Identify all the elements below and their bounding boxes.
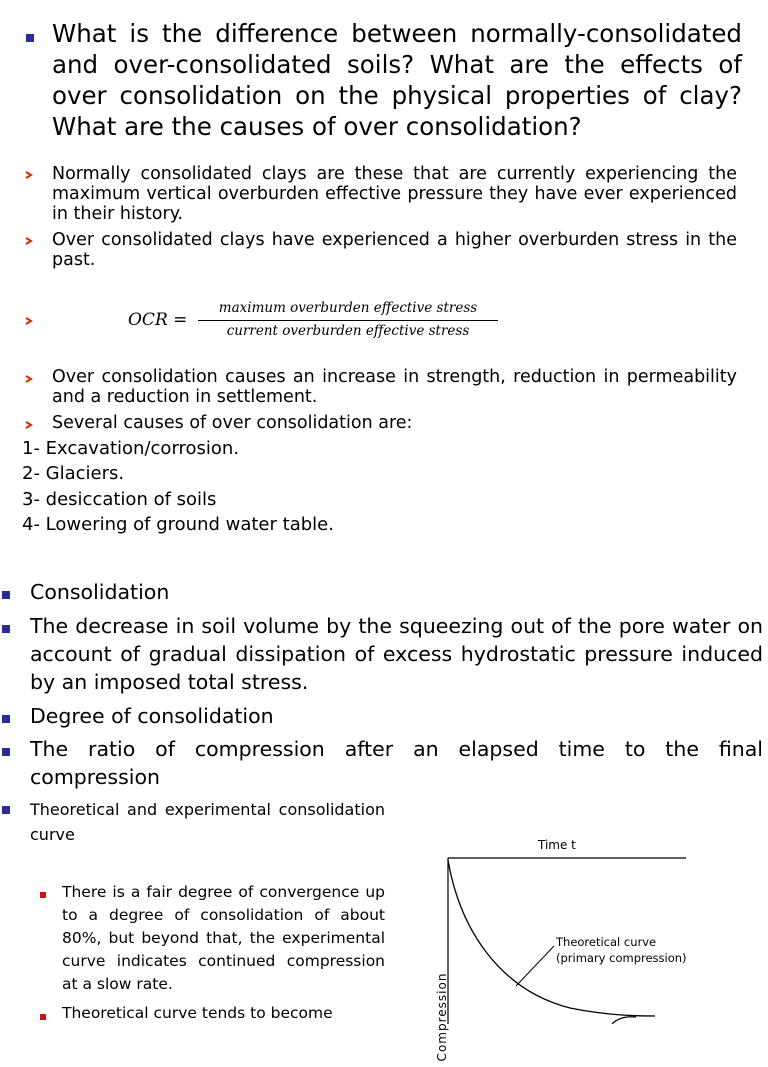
title-bullet bbox=[26, 34, 34, 42]
curve-label-sub: (primary compression) bbox=[556, 951, 687, 965]
compression-axis-label: Compression bbox=[435, 972, 449, 1062]
chevron-bullet-icon bbox=[24, 374, 34, 384]
chevron-bullet-icon bbox=[24, 170, 34, 180]
sub-point-theoretical: Theoretical curve tends to become bbox=[62, 1004, 333, 1022]
degree-definition: The ratio of compression after an elapsed time to the final compression bbox=[30, 737, 763, 789]
point-effects: Over consolidation causes an increase in strength, reduction in permeability and a reduction in settlement. bbox=[52, 367, 737, 407]
experimental-curve-tail bbox=[612, 1017, 636, 1024]
chevron-bullet-icon bbox=[24, 420, 34, 430]
section-bullet bbox=[2, 591, 10, 599]
point-normally-consolidated: Normally consolidated clays are these that are currently experiencing the maximum vertical overburden effective pressure they have ever experienced in their history. bbox=[52, 164, 737, 224]
cause-item: 2- Glaciers. bbox=[22, 463, 125, 484]
sub-bullet bbox=[40, 1014, 46, 1020]
ocr-denominator: current overburden effective stress bbox=[226, 323, 470, 339]
cause-item: 4- Lowering of ground water table. bbox=[22, 514, 334, 535]
section-bullet bbox=[2, 806, 10, 814]
point-over-consolidated: Over consolidated clays have experienced a higher overburden stress in the past. bbox=[52, 230, 737, 270]
ocr-label: OCR = bbox=[128, 310, 188, 330]
curve-label-leader bbox=[516, 946, 554, 986]
sub-bullet bbox=[40, 892, 46, 898]
section-bullet bbox=[2, 715, 10, 723]
fraction-bar bbox=[198, 320, 498, 321]
sub-point-convergence: There is a fair degree of convergence up to a degree of consolidation of about 80%, but beyond that, the experimental curve indicates continued compression at a slow rate. bbox=[62, 883, 385, 993]
curve-label: Theoretical curve bbox=[556, 935, 657, 949]
section-bullet bbox=[2, 625, 10, 633]
chevron-bullet-icon bbox=[24, 316, 34, 326]
chevron-bullet-icon bbox=[24, 236, 34, 246]
consolidation-definition: The decrease in soil volume by the squeezing out of the pore water on account of gradual dissipation of excess hydrostatic pressure induced by an imposed total stress. bbox=[30, 614, 763, 694]
section-bullet bbox=[2, 748, 10, 756]
consolidation-heading: Consolidation bbox=[30, 580, 170, 604]
cause-item: 3- desiccation of soils bbox=[22, 489, 217, 510]
ocr-numerator: maximum overburden effective stress bbox=[218, 300, 478, 316]
cause-item: 1- Excavation/corrosion. bbox=[22, 438, 240, 459]
point-causes-intro: Several causes of over consolidation are: bbox=[52, 413, 413, 433]
page-title: What is the difference between normally-consolidated and over-consolidated soils? What are the effects of over consolidation on the physical properties of clay? What are the causes of over consolidation? bbox=[52, 19, 742, 141]
degree-heading: Degree of consolidation bbox=[30, 704, 274, 728]
time-axis-label: Time t bbox=[538, 838, 576, 852]
curve-heading: Theoretical and experimental consolidation curve bbox=[30, 800, 385, 844]
